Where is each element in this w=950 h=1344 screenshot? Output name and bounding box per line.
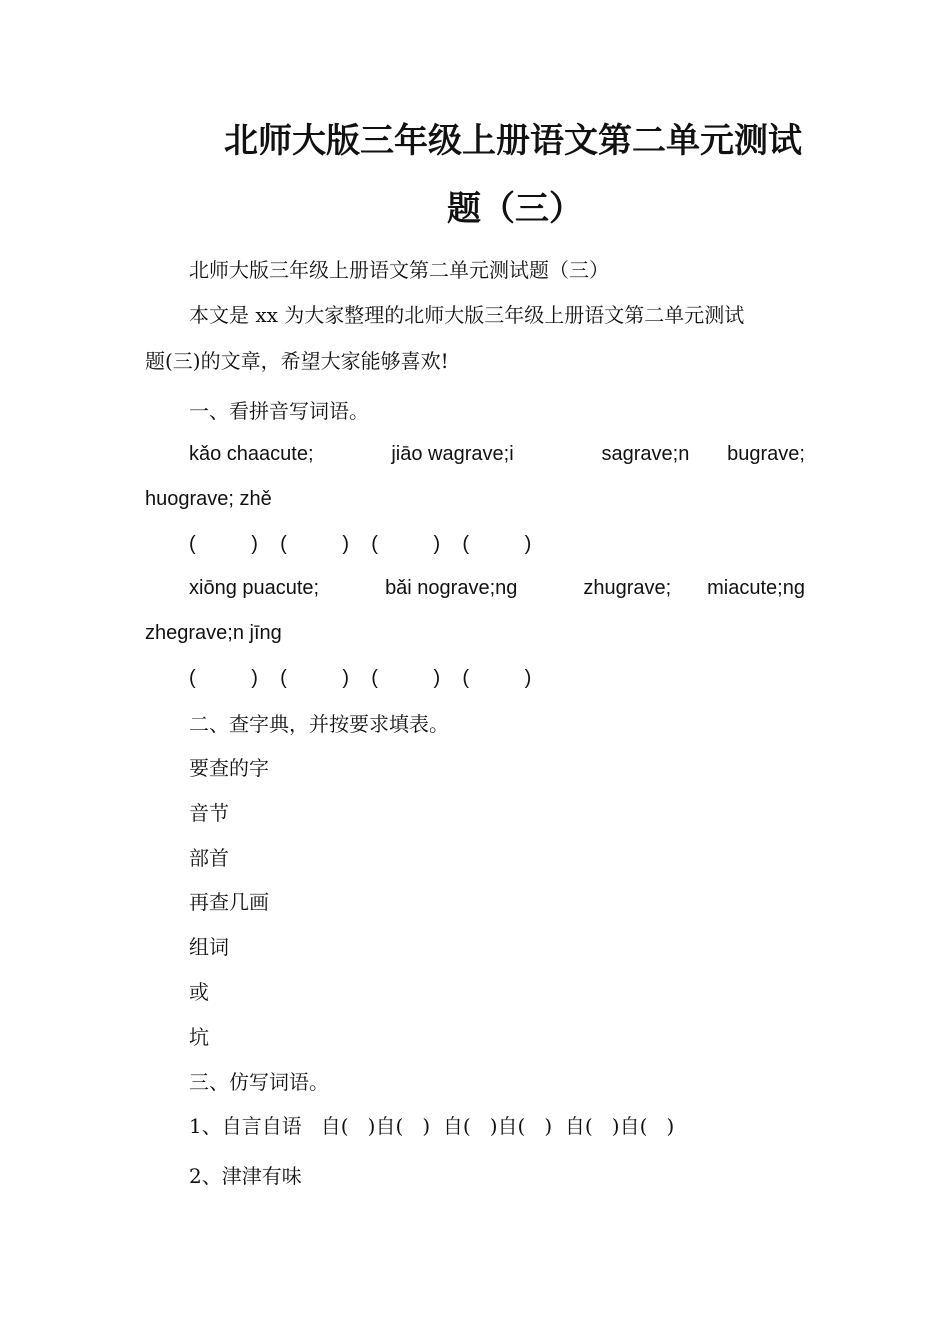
pinyin-row-2-wrap: zhegrave;n jīng (145, 622, 282, 644)
pinyin-row-2 (189, 574, 805, 602)
intro-paragraph-line-2: 题(三)的文章，希望大家能够喜欢! (145, 349, 449, 373)
pinyin-item: bugrave; (727, 443, 805, 465)
pinyin-item: miacute;ng (707, 577, 805, 599)
section-1-heading: 一、看拼音写词语。 (189, 399, 369, 423)
table-item: 再查几画 (189, 890, 269, 914)
document-title-line-2: 题（三） (447, 189, 583, 229)
document-title-line-1: 北师大版三年级上册语文第二单元测试 (224, 121, 802, 161)
section-3-heading: 三、仿写词语。 (189, 1070, 329, 1094)
answer-blanks-row-1: ( ) ( ) ( ) ( ) (189, 533, 532, 555)
table-item: 坑 (189, 1025, 209, 1049)
section-2-heading: 二、查字典，并按要求填表。 (189, 712, 449, 736)
pinyin-item: zhugrave; (583, 577, 672, 599)
pinyin-item: sagrave;n (601, 443, 690, 465)
pinyin-item: jiāo wagrave;i (391, 443, 514, 465)
pinyin-item: bǎi nograve;ng (385, 577, 518, 599)
imitation-item-2: 2、津津有味 (189, 1164, 302, 1188)
pinyin-item: kǎo chaacute; (189, 443, 314, 465)
pinyin-row-1-wrap: huograve; zhě (145, 488, 272, 510)
table-item: 组词 (189, 935, 229, 959)
table-item: 或 (189, 980, 209, 1004)
table-item: 音节 (189, 801, 229, 825)
intro-paragraph-line-1: 本文是 xx 为大家整理的北师大版三年级上册语文第二单元测试 (189, 303, 745, 327)
document-subtitle: 北师大版三年级上册语文第二单元测试题（三） (189, 258, 609, 282)
table-item: 要查的字 (189, 756, 269, 780)
table-item: 部首 (189, 846, 229, 870)
pinyin-row-1 (189, 440, 805, 468)
imitation-item-1: 1、自言自语 自( )自( ) 自( )自( ) 自( )自( ) (189, 1114, 675, 1138)
answer-blanks-row-2: ( ) ( ) ( ) ( ) (189, 667, 532, 689)
pinyin-item: xiōng puacute; (189, 577, 320, 599)
